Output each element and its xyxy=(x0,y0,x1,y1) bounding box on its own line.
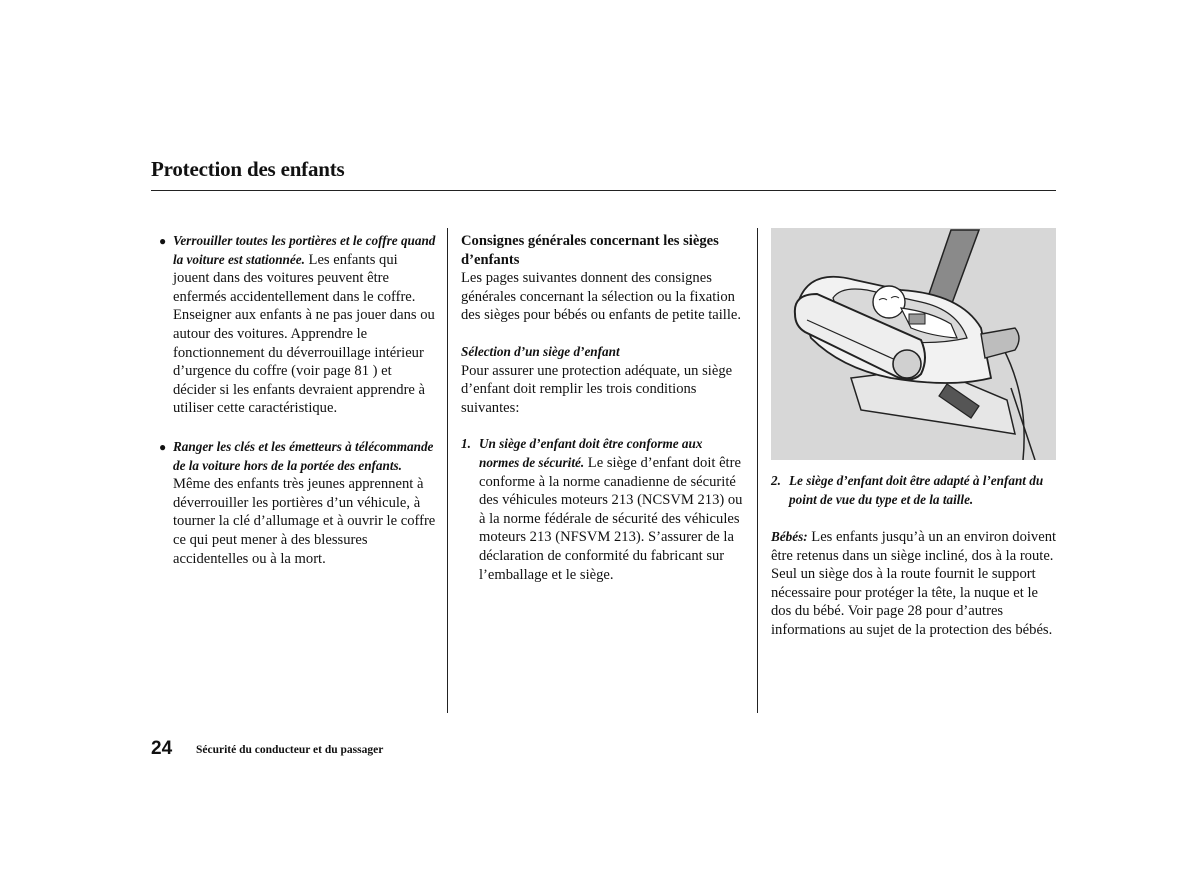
column-1 xyxy=(155,232,437,568)
column-divider-1 xyxy=(447,228,448,713)
bebes-paragraph xyxy=(771,528,1061,640)
title-rule xyxy=(151,190,1056,191)
footer-section-title: Sécurité du conducteur et du passager xyxy=(196,744,384,756)
figure-caption xyxy=(771,471,1061,509)
column-3-text xyxy=(771,528,1061,640)
infant-car-seat-figure xyxy=(771,228,1056,460)
numbered-item-1 xyxy=(461,435,746,584)
subsection-intro: Pour assurer une protection adéquate, un siège d’enfant doit remplir les trois conditions suivantes: xyxy=(461,362,733,416)
subsection-heading: Sélection d’un siège d’enfant xyxy=(461,343,620,359)
infant-car-seat-illustration-icon xyxy=(771,228,1056,460)
bullet-dot: ● xyxy=(159,234,167,248)
section-heading: Consignes générales concernant les sièges d’enfants xyxy=(461,233,719,268)
item-lead: Le siège d’enfant doit être adapté à l’enfant du point de vue du type et de la taille. xyxy=(789,473,1044,507)
bebes-text: Les enfants jusqu’à un an environ doivent être retenus dans un siège incliné, dos à la route. Seul un siège dos à la route fournit le support nécessaire pour protéger la tête, la nuque et le dos du bébé. Voir page 28 pour d’autres informations au sujet de la protection des bébés. xyxy=(771,529,1057,638)
bullet-lead: Verrouiller toutes les portières et le coffre quand la voiture est stationnée. xyxy=(173,233,436,267)
page-title: Protection des enfants xyxy=(151,157,345,181)
item-text: Le siège d’enfant doit être conforme à la norme canadienne de sécurité des véhicules moteurs 213 (NCSVM 213) ou à la norme fédérale de sécurité des véhicules moteurs 213 (NFSVM 213). S’assurer de la déclaration de conformité du fabricant sur l’emballage et le siège. xyxy=(479,454,743,583)
bullet-item-lock xyxy=(155,232,437,418)
item-number: 1. xyxy=(461,436,471,452)
bullet-dot: ● xyxy=(159,439,167,454)
column-divider-2 xyxy=(757,228,758,713)
bullet-lead: Ranger les clés et les émetteurs à télécommande de la voiture hors de la portée des enfants. xyxy=(173,438,434,473)
item-number: 2. xyxy=(771,473,781,488)
item-lead: Un siège d’enfant doit être conforme aux normes de sécurité. xyxy=(479,436,703,470)
bullet-item-keys xyxy=(155,438,437,568)
numbered-item-2 xyxy=(771,471,1061,509)
bebes-lead: Bébés: xyxy=(771,529,808,544)
section-intro: Les pages suivantes donnent des consignes générales concernant la sélection ou la fixation des sièges pour bébés ou enfants de petite taille. xyxy=(461,270,742,324)
bullet-text: Même des enfants très jeunes apprennent à déverrouiller les portières d’un véhicule, à tourner la clé d’allumage et à ouvrir le coffre ce qui peut mener à des blessures accidentelles ou à la mort. xyxy=(173,476,436,567)
page-number: 24 xyxy=(151,738,173,759)
column-2 xyxy=(461,232,746,584)
bullet-text: Les enfants qui jouent dans des voitures peuvent être enfermés accidentellement dans le coffre. Enseigner aux enfants à ne pas jouer dans ou autour des voitures. Apprendre le fonctionnement du déverrouillage intérieur d’urgence du coffre (voir page 81 ) et décider si les enfants devraient apprendre à utiliser cette caractéristique. xyxy=(173,251,435,417)
